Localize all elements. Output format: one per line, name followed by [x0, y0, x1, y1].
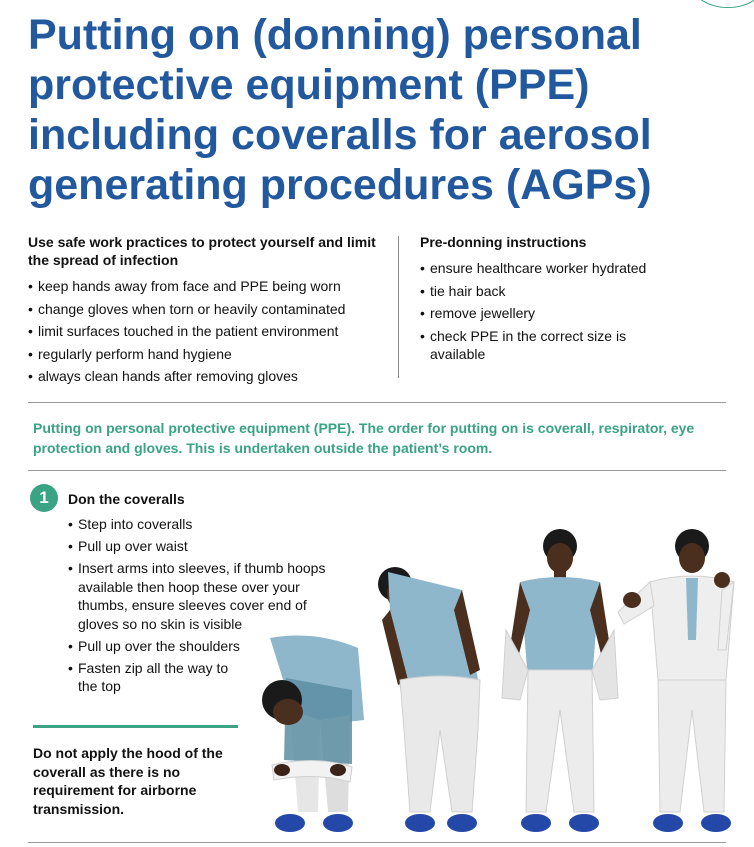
list-item: • Step into coveralls — [68, 515, 358, 534]
list-item: • ensure healthcare worker hydrated — [420, 259, 720, 277]
safe-work-section — [28, 233, 388, 390]
section-divider — [28, 470, 726, 471]
note-divider — [33, 725, 238, 728]
page-title: Putting on (donning) personal protective equipment (PPE) including coveralls for aerosol generating procedures (AGPs) — [28, 11, 652, 209]
list-item: • Pull up over the shoulders — [68, 637, 358, 656]
step-number-badge: 1 — [30, 484, 58, 512]
safe-work-list — [28, 277, 388, 385]
donning-illustration — [240, 520, 740, 842]
list-item: • Fasten zip all the way to the top — [68, 659, 238, 696]
order-statement: Putting on personal protective equipment (PPE). The order for putting on is coverall, respirator, eye protection and gloves. This is undertaken outside the patient’s room. — [33, 420, 695, 456]
figure-coverall-at-waist — [502, 529, 618, 832]
list-item: • tie hair back — [420, 282, 720, 300]
list-item: • always clean hands after removing gloves — [28, 367, 388, 385]
figure-coverall-fastened — [618, 529, 734, 832]
figure-stepping-in — [262, 636, 364, 832]
bottom-divider — [28, 842, 726, 843]
list-item: • regularly perform hand hygiene — [28, 345, 388, 363]
list-item: • limit surfaces touched in the patient environment — [28, 322, 388, 340]
list-item: • Pull up over waist — [68, 537, 358, 556]
column-divider — [398, 236, 399, 378]
section-divider — [28, 402, 726, 403]
step-title: Don the coveralls — [68, 491, 185, 507]
pre-donning-list — [420, 259, 720, 363]
list-item: • change gloves when torn or heavily contaminated — [28, 300, 388, 318]
list-item: • Insert arms into sleeves, if thumb hoops available then hoop these over your thumbs, ensure sleeves cover end of gloves so no skin is visible — [68, 559, 338, 633]
figure-pulling-up — [378, 567, 480, 832]
pre-donning-section — [420, 233, 720, 367]
list-item: • remove jewellery — [420, 304, 720, 322]
list-item: • check PPE in the correct size is available — [420, 327, 630, 363]
corner-decoration — [692, 0, 754, 8]
pre-donning-heading: Pre-donning instructions — [420, 234, 587, 250]
hood-warning-note: Do not apply the hood of the coverall as there is no requirement for airborne transmission. — [33, 745, 223, 817]
safe-work-heading: Use safe work practices to protect yourself and limit the spread of infection — [28, 234, 376, 268]
list-item: • keep hands away from face and PPE being worn — [28, 277, 388, 295]
